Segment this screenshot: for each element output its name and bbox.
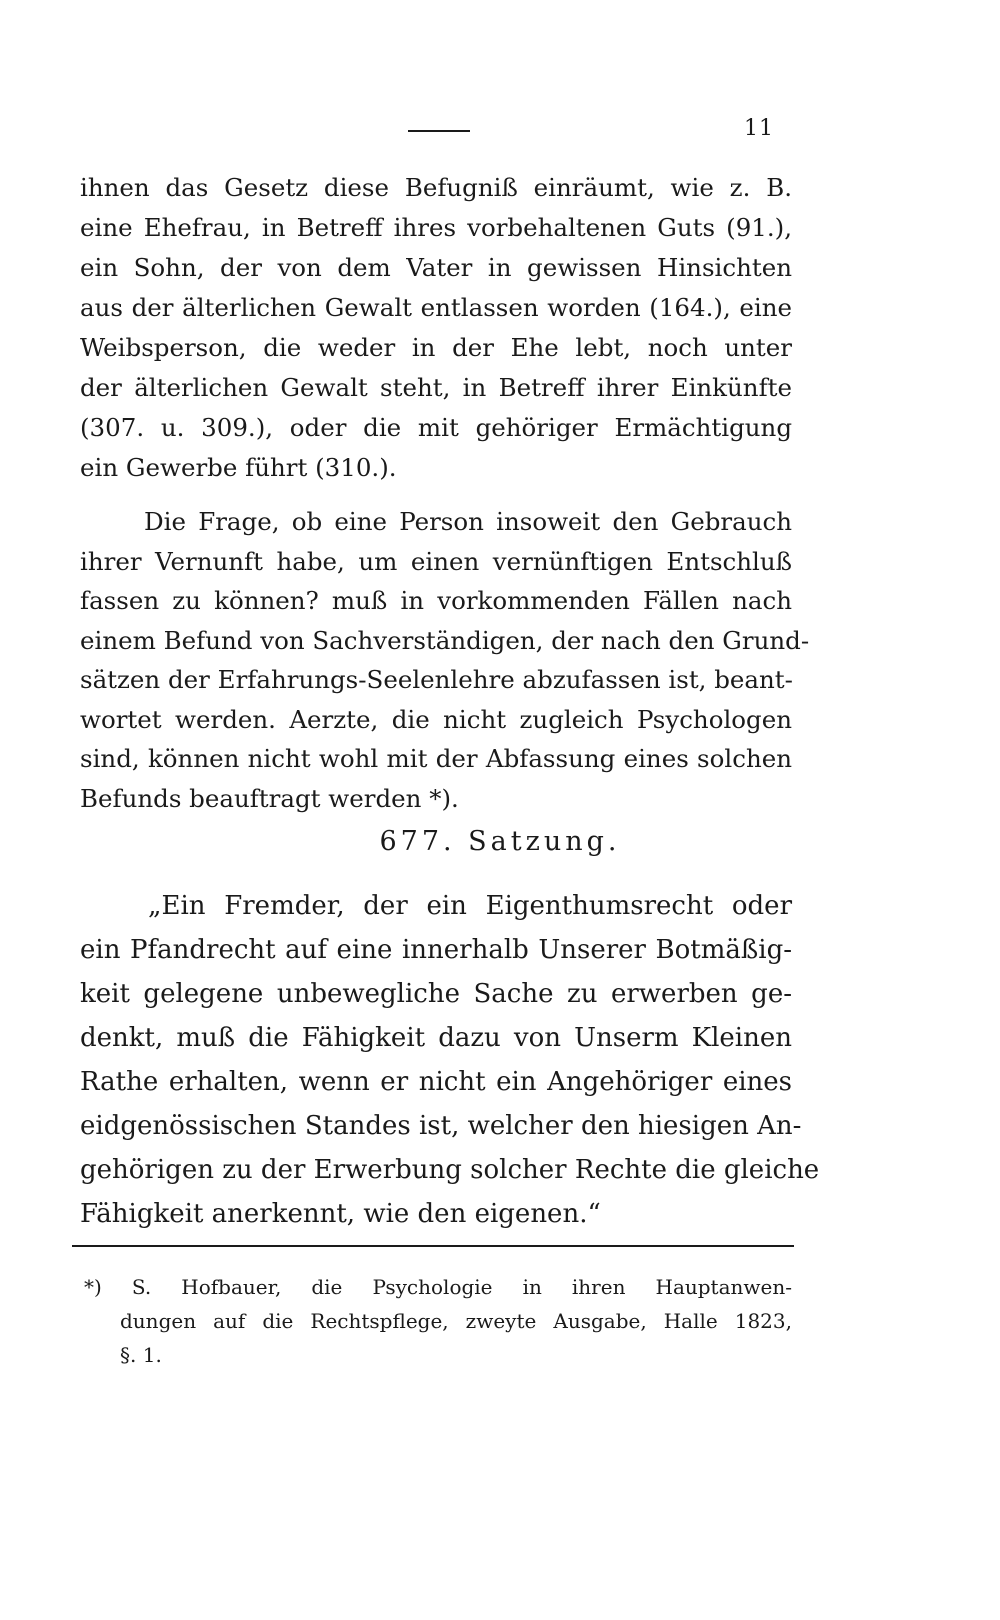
text-line: eine Ehefrau, in Betreff ihres vorbehaltenen Guts (91.), [80,213,792,242]
text-line: denkt, muß die Fähigkeit dazu von Unserm Kleinen [80,1023,792,1053]
footnote [84,1270,792,1372]
text-line: aus der älterlichen Gewalt entlassen worden (164.), eine [80,293,792,322]
text-line: ein Sohn, der von dem Vater in gewissen Hinsichten [80,253,792,282]
text-line: Die Frage, ob eine Person insoweit den Gebrauch [144,507,792,536]
text-line: fassen zu können? muß in vorkommenden Fällen nach [80,586,792,615]
text-line: einem Befund von Sachverständigen, der nach den Grund- [80,625,810,655]
text-line: „Ein Fremder, der ein Eigenthumsrecht oder [148,891,792,921]
text-line: Rathe erhalten, wenn er nicht ein Angehöriger eines [80,1067,792,1097]
text-line: Weibsperson, die weder in der Ehe lebt, noch unter [80,333,792,362]
text-line: ein Gewerbe führt (310.). [80,453,397,482]
text-line: sind, können nicht wohl mit der Abfassung eines solchen [80,744,792,773]
paragraph-2 [80,502,810,818]
text-line: Befunds beauftragt werden *). [80,783,459,813]
text-line: (307. u. 309.), oder die mit gehöriger Ermächtigung [80,413,792,442]
header-dash [408,130,470,132]
text-line: der älterlichen Gewalt steht, in Betreff ihrer Einkünfte [80,373,792,402]
text-line: Fähigkeit anerkennt, wie den eigenen.“ [80,1199,601,1229]
footnote-line: dungen auf die Rechtspflege, zweyte Ausgabe, Halle 1823, [120,1309,792,1333]
text-line: ihrer Vernunft habe, um einen vernünftigen Entschluß [80,546,792,576]
text-line: wortet werden. Aerzte, die nicht zugleich Psychologen [80,704,792,734]
paragraph-1 [80,168,792,488]
page-number: 11 [744,116,774,141]
paragraph-3-quote [80,884,820,1236]
text-line: keit gelegene unbewegliche Sache zu erwerben ge- [80,979,792,1009]
text-line: gehörigen zu der Erwerbung solcher Rechte die gleiche [80,1155,820,1185]
section-heading: 677. Satzung. [379,826,621,857]
footnote-rule [72,1245,794,1247]
text-line: sätzen der Erfahrungs-Seelenlehre abzufassen ist, beant- [80,665,793,694]
footnote-line: §. 1. [120,1343,162,1367]
footnote-line: *) S. Hofbauer, die Psychologie in ihren Hauptanwen- [84,1275,792,1299]
text-line: ihnen das Gesetz diese Befugniß einräumt, wie z. B. [80,173,792,202]
text-line: eidgenössischen Standes ist, welcher den hiesigen An- [80,1111,802,1141]
text-line: ein Pfandrecht auf eine innerhalb Unserer Botmäßig- [80,935,792,965]
